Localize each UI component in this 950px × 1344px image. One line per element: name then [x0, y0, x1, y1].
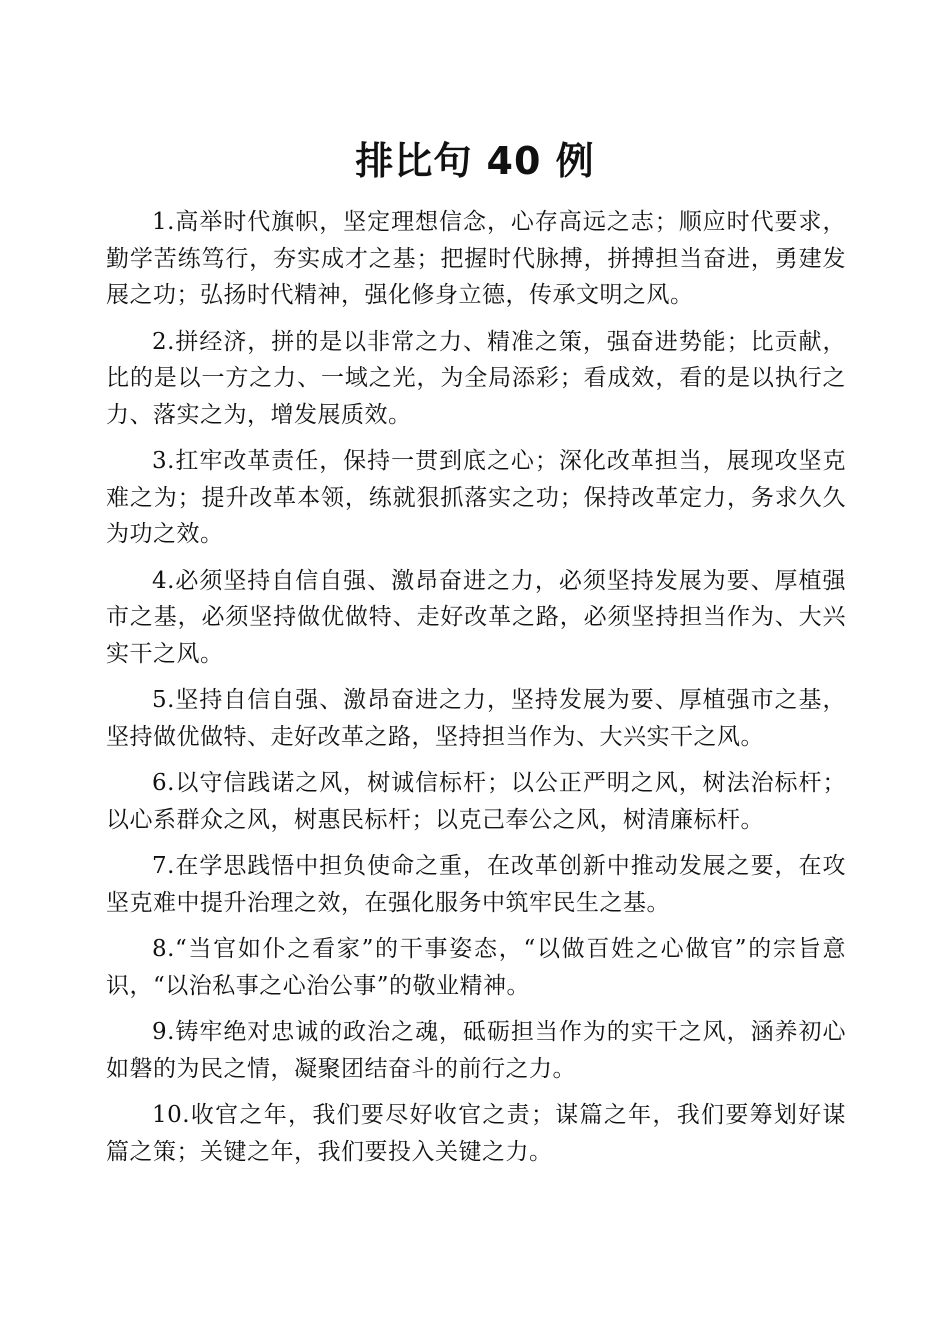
paragraph-8: 8.“当官如仆之看家”的干事姿态，“以做百姓之心做官”的宗旨意识，“以治私事之心治公事”的敬业精神。: [106, 936, 846, 999]
paragraph-3: 3.扛牢改革责任，保持一贯到底之心；深化改革担当，展现攻坚克难之为；提升改革本领，练就狠抓落实之功；保持改革定力，务求久久为功之效。: [106, 448, 846, 547]
paragraph-9: 9.铸牢绝对忠诚的政治之魂，砥砺担当作为的实干之风，涵养初心如磐的为民之情，凝聚团结奋斗的前行之力。: [106, 1019, 846, 1082]
paragraph-2: 2.拼经济，拼的是以非常之力、精准之策，强奋进势能；比贡献，比的是以一方之力、一域之光，为全局添彩；看成效，看的是以执行之力、落实之为，增发展质效。: [106, 328, 846, 428]
paragraph-5: 5.坚持自信自强、激昂奋进之力，坚持发展为要、厚植强市之基，坚持做优做特、走好改革之路，坚持担当作为、大兴实干之风。: [106, 687, 846, 750]
document-title: 排比句 40 例: [355, 139, 595, 183]
paragraph-1: 1.高举时代旗帜，坚定理想信念，心存高远之志；顺应时代要求，勤学苦练笃行，夯实成才之基；把握时代脉搏，拼搏担当奋进，勇建发展之功；弘扬时代精神，强化修身立德，传承文明之风。: [106, 209, 846, 308]
paragraph-10: 10.收官之年，我们要尽好收官之责；谋篇之年，我们要筹划好谋篇之策；关键之年，我们要投入关键之力。: [106, 1102, 846, 1165]
paragraph-7: 7.在学思践悟中担负使命之重，在改革创新中推动发展之要，在攻坚克难中提升治理之效，在强化服务中筑牢民生之基。: [106, 853, 846, 916]
document-body: [106, 204, 846, 1180]
paragraph-4: 4.必须坚持自信自强、激昂奋进之力，必须坚持发展为要、厚植强市之基，必须坚持做优做特、走好改革之路，必须坚持担当作为、大兴实干之风。: [106, 567, 846, 667]
paragraph-6: 6.以守信践诺之风，树诚信标杆；以公正严明之风，树法治标杆；以心系群众之风，树惠民标杆；以克己奉公之风，树清廉标杆。: [106, 770, 846, 833]
